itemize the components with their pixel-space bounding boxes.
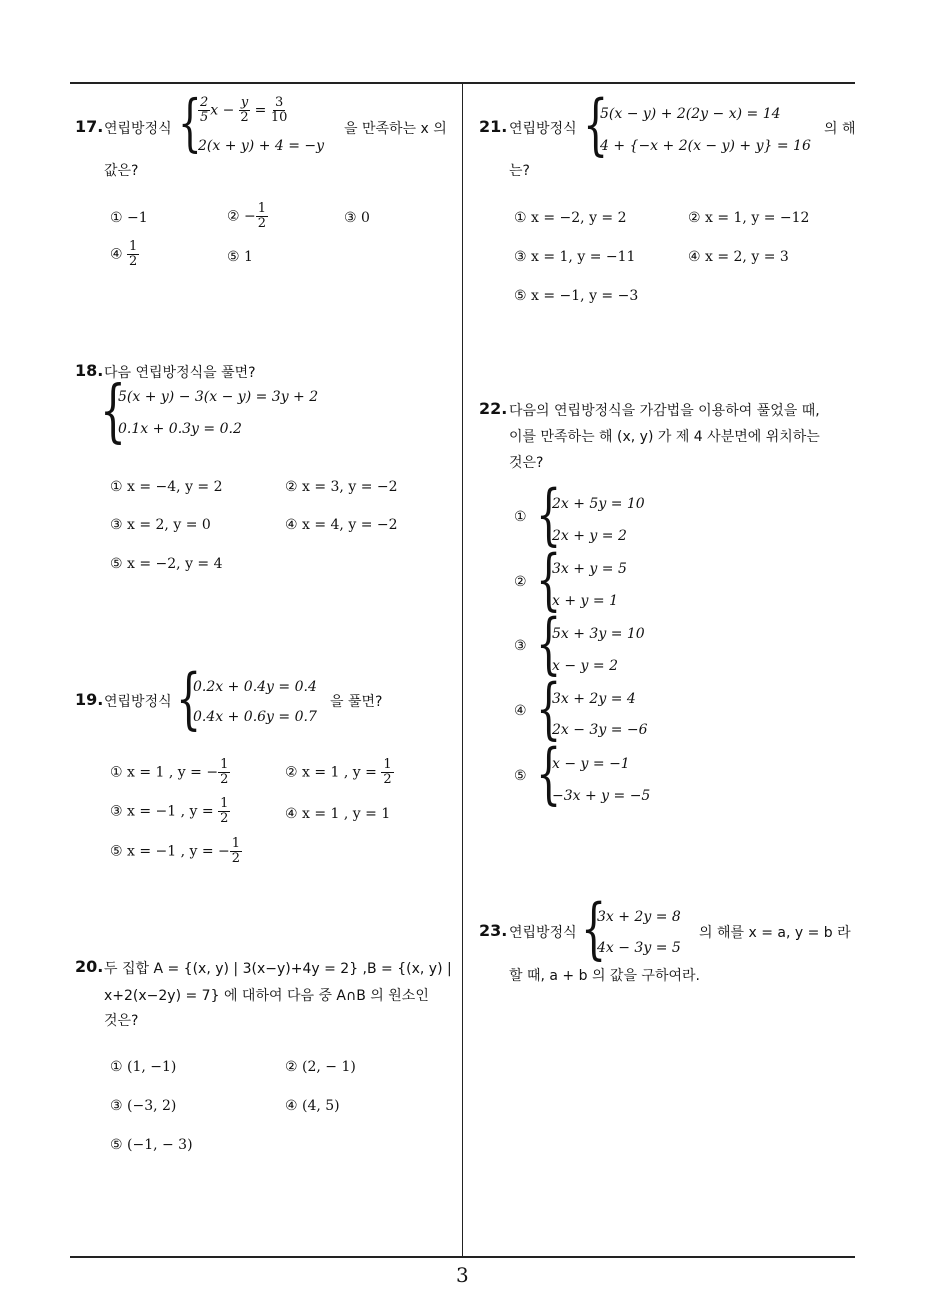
equation-2: 0.1x + 0.3y = 0.2: [118, 421, 242, 437]
question-prefix: 연립방정식: [509, 925, 577, 941]
choice-2[interactable]: ② (2, − 1): [285, 1059, 356, 1075]
choice-4[interactable]: ④ x = 4, y = −2: [285, 517, 398, 533]
question-number: 20.: [75, 957, 104, 976]
fraction: $\frac{2}{5}$: [200, 95, 209, 125]
question-line-2: 값은?: [104, 163, 139, 179]
choice-1[interactable]: ① x = −4, y = 2: [110, 479, 223, 495]
question-line-2: 할 때, a + b 의 값을 구하여라.: [509, 968, 700, 984]
choice-4[interactable]: ④ x = 2, y = 3: [688, 249, 789, 265]
question-text: 다음 연립방정식을 풀면?: [104, 365, 256, 381]
question-prefix: 연립방정식: [104, 694, 172, 710]
question-number: 21.: [479, 117, 508, 136]
equation-brace: {: [536, 541, 562, 618]
equation-1: 3x + 2y = 8: [597, 909, 681, 925]
fraction: $\frac{y}{2}$: [240, 95, 249, 125]
choice-5[interactable]: ⑤ x = −1, y = −3: [514, 288, 639, 304]
question-suffix: 의 해를 x = a, y = b 라: [699, 925, 851, 941]
equation-1: 5(x + y) − 3(x − y) = 3y + 2: [118, 389, 319, 405]
equation-2: 4x − 3y = 5: [597, 940, 681, 956]
choice-2[interactable]: ② x = 1 , y = $\frac{1}{2}$: [285, 757, 392, 787]
choice-1[interactable]: ① −1: [110, 210, 148, 226]
equation-2: x − y = 2: [552, 658, 618, 674]
question-line-2: 이를 만족하는 해 (x, y) 가 제 4 사분면에 위치하는: [509, 429, 820, 445]
option-label: ⑤: [514, 768, 527, 784]
choice-4[interactable]: ④ x = 1 , y = 1: [285, 806, 391, 822]
question-number: 22.: [479, 399, 508, 418]
choice-2[interactable]: ② − $\frac{1}{2}$: [227, 201, 267, 231]
option-label: ①: [514, 509, 527, 525]
choice-5[interactable]: ⑤ 1: [227, 249, 253, 265]
choice-3[interactable]: ③ x = 1, y = −11: [514, 249, 636, 265]
choice-5[interactable]: ⑤ x = −1 , y = − $\frac{1}{2}$: [110, 836, 241, 866]
question-line-1: 다음의 연립방정식을 가감법을 이용하여 풀었을 때,: [509, 403, 820, 419]
option-label: ④: [514, 703, 527, 719]
equation-brace: {: [178, 86, 202, 159]
equation-1: 5(x − y) + 2(2y − x) = 14: [600, 106, 781, 122]
equation-2: x + y = 1: [552, 593, 618, 609]
option-label: ②: [514, 574, 527, 590]
equation-brace: {: [100, 372, 126, 451]
choice-5[interactable]: ⑤ x = −2, y = 4: [110, 556, 223, 572]
choice-4[interactable]: ④ (4, 5): [285, 1098, 340, 1114]
equation-brace: {: [536, 735, 562, 812]
question-suffix: 을 풀면?: [330, 694, 383, 710]
equation-brace: {: [536, 476, 562, 553]
choice-1[interactable]: ① x = −2, y = 2: [514, 210, 627, 226]
equation-2: −3x + y = −5: [552, 788, 651, 804]
equation-brace: {: [581, 890, 607, 967]
question-suffix: 의 해: [824, 121, 856, 137]
question-line-3: 것은?: [509, 455, 544, 471]
equation-brace: {: [536, 670, 562, 747]
equation-1: $\frac{2}{5}$ x − $\frac{y}{2}$ = $\frac{3}{10}$: [200, 95, 288, 125]
choice-3[interactable]: ③ x = 2, y = 0: [110, 517, 211, 533]
equation-1: 2x + 5y = 10: [552, 496, 645, 512]
choice-3[interactable]: ③ x = −1 , y = $\frac{1}{2}$: [110, 796, 229, 826]
question-prefix: 연립방정식: [104, 121, 172, 137]
option-label: ③: [514, 638, 527, 654]
equation-1: 3x + 2y = 4: [552, 691, 636, 707]
question-number: 23.: [479, 921, 508, 940]
choice-2[interactable]: ② x = 3, y = −2: [285, 479, 398, 495]
choice-3[interactable]: ③ 0: [344, 210, 370, 226]
equation-1: 3x + y = 5: [552, 561, 627, 577]
fraction: $\frac{3}{10}$: [270, 95, 288, 125]
choice-1[interactable]: ① x = 1 , y = − $\frac{1}{2}$: [110, 757, 229, 787]
question-suffix: 을 만족하는 x 의: [344, 121, 447, 137]
equation-2: 2x + y = 2: [552, 528, 627, 544]
question-number: 17.: [75, 117, 104, 136]
choice-5[interactable]: ⑤ (−1, − 3): [110, 1137, 193, 1153]
equation-brace: {: [176, 660, 202, 737]
equation-2: 2x − 3y = −6: [552, 722, 648, 738]
question-number: 18.: [75, 361, 104, 380]
bottom-rule: [70, 1256, 855, 1258]
choice-4[interactable]: ④ $\frac{1}{2}$: [110, 239, 138, 269]
equation-1: 5x + 3y = 10: [552, 626, 645, 642]
equation-2: 4 + {−x + 2(x − y) + y} = 16: [600, 138, 811, 154]
column-divider: [462, 82, 463, 1257]
question-number: 19.: [75, 690, 104, 709]
question-line-2: 는?: [509, 163, 530, 179]
choice-2[interactable]: ② x = 1, y = −12: [688, 210, 810, 226]
equation-brace: {: [583, 86, 609, 163]
equation-2: 0.4x + 0.6y = 0.7: [193, 709, 317, 725]
equation-1: x − y = −1: [552, 756, 630, 772]
equation-1: 0.2x + 0.4y = 0.4: [193, 679, 317, 695]
page-number: 3: [456, 1263, 469, 1287]
question-line-3: 것은?: [104, 1013, 139, 1029]
choice-3[interactable]: ③ (−3, 2): [110, 1098, 177, 1114]
equation-brace: {: [536, 605, 562, 682]
question-line-1: 두 집합 A = {(x, y) | 3(x−y)+4y = 2} ,B = {(x, y) |: [104, 961, 452, 977]
equation-2: 2(x + y) + 4 = −y: [198, 138, 325, 154]
choice-1[interactable]: ① (1, −1): [110, 1059, 177, 1075]
question-line-2: x+2(x−2y) = 7} 에 대하여 다음 중 A∩B 의 원소인: [104, 988, 429, 1004]
question-prefix: 연립방정식: [509, 121, 577, 137]
